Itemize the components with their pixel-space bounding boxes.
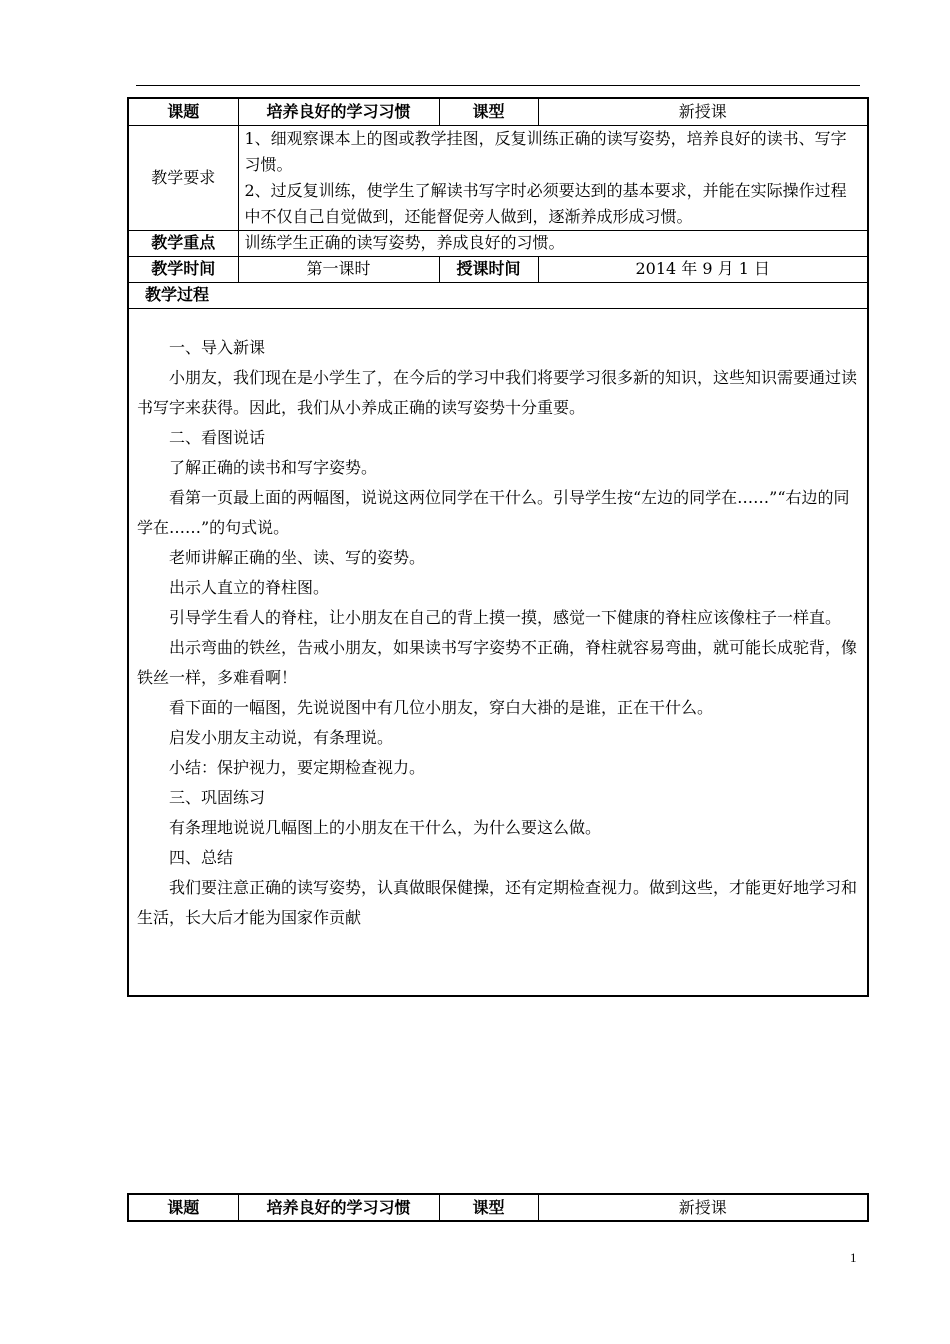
process-line: 小朋友，我们现在是小学生了，在今后的学习中我们将要学习很多新的知识，这些知识需要通过读书写字来获得。因此，我们从小养成正确的读写姿势十分重要。 — [137, 367, 858, 417]
lesson-plan-table-continued — [127, 1193, 869, 1222]
type-label: 课型 — [439, 98, 538, 125]
type-label: 课型 — [439, 1194, 538, 1221]
topic-label: 课题 — [128, 98, 238, 125]
lesson-plan-table — [127, 97, 869, 997]
process-line: 二、看图说话 — [169, 427, 266, 447]
focus-value: 训练学生正确的读写姿势，养成良好的习惯。 — [238, 230, 868, 256]
process-line: 有条理地说说几幅图上的小朋友在干什么，为什么要这么做。 — [169, 817, 602, 837]
process-line: 看第一页最上面的两幅图，说说这两位同学在干什么。引导学生按“左边的同学在……”“右边的同学在……”的句式说。 — [137, 487, 850, 537]
requirement-item: 2、过反复训练，使学生了解读书写字时必须要达到的基本要求，并能在实际操作过程中不仅自己自觉做到，还能督促旁人做到，逐渐养成形成习惯。 — [244, 180, 847, 226]
type-value: 新授课 — [538, 1194, 868, 1221]
process-line: 我们要注意正确的读写姿势，认真做眼保健操，还有定期检查视力。做到这些，才能更好地学习和生活，长大后才能为国家作贡献 — [137, 877, 858, 927]
process-line: 老师讲解正确的坐、读、写的姿势。 — [169, 547, 426, 567]
process-line: 出示人直立的脊柱图。 — [169, 577, 330, 597]
process-line: 小结：保护视力，要定期检查视力。 — [169, 757, 426, 777]
process-line: 引导学生看人的脊柱，让小朋友在自己的背上摸一摸，感觉一下健康的脊柱应该像柱子一样直。 — [169, 607, 842, 627]
process-line: 看下面的一幅图，先说说图中有几位小朋友，穿白大褂的是谁，正在干什么。 — [169, 697, 714, 717]
process-line: 启发小朋友主动说，有条理说。 — [169, 727, 394, 747]
process-label: 教学过程 — [128, 282, 868, 308]
topic-label: 课题 — [128, 1194, 238, 1221]
process-line: 四、总结 — [169, 847, 234, 867]
time-label: 教学时间 — [128, 256, 238, 282]
process-line: 了解正确的读书和写字姿势。 — [169, 457, 378, 477]
page-number: 1 — [850, 1250, 857, 1265]
date-value: 2014 年 9 月 1 日 — [538, 256, 868, 282]
type-value: 新授课 — [538, 98, 868, 125]
process-line: 出示弯曲的铁丝，告戒小朋友，如果读书写字姿势不正确，脊柱就容易弯曲，就可能长成驼背，像铁丝一样，多难看啊！ — [137, 637, 858, 687]
date-label: 授课时间 — [439, 256, 538, 282]
process-line: 一、导入新课 — [169, 337, 266, 357]
focus-label: 教学重点 — [128, 230, 238, 256]
requirements-cell — [238, 125, 868, 230]
topic-value: 培养良好的学习习惯 — [238, 1194, 439, 1221]
process-body — [128, 308, 868, 996]
process-line: 三、巩固练习 — [169, 787, 266, 807]
time-value: 第一课时 — [238, 256, 439, 282]
requirement-item: 1、细观察课本上的图或教学挂图，反复训练正确的读写姿势，培养良好的读书、写字习惯。 — [244, 128, 847, 174]
requirements-label: 教学要求 — [128, 125, 238, 230]
topic-value: 培养良好的学习习惯 — [238, 98, 439, 125]
header-rule — [136, 85, 860, 86]
